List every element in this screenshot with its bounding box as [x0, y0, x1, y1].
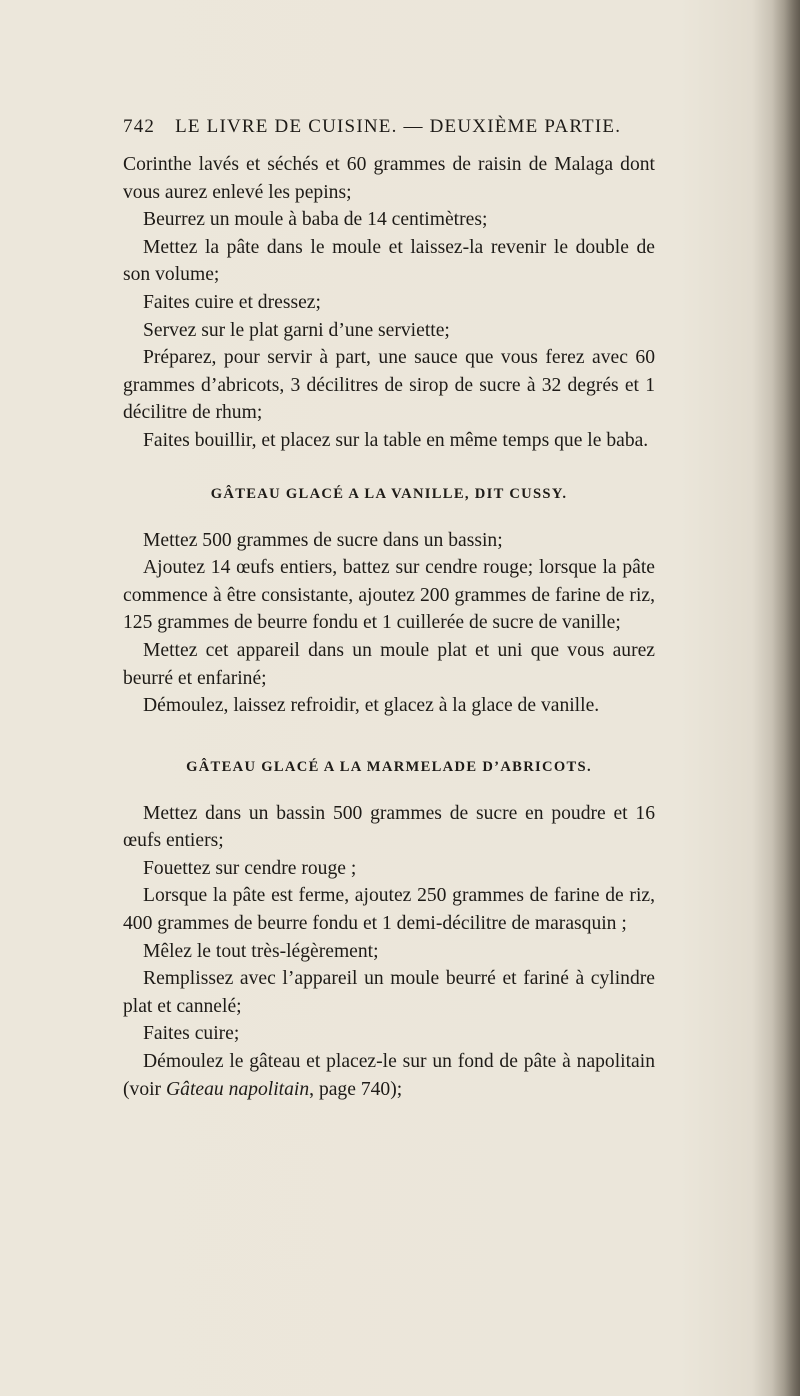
- body-text: [123, 151, 655, 1103]
- paragraph: Mettez la pâte dans le moule et laissez-la revenir le double de son volume;: [123, 236, 655, 286]
- paragraph: Beurrez un moule à baba de 14 centimètres;: [143, 209, 488, 231]
- paragraph: Faites cuire;: [143, 1023, 240, 1045]
- section-heading-marmelade: GÂTEAU GLACÉ A LA MARMELADE D’ABRICOTS.: [186, 758, 592, 775]
- paragraph: Servez sur le plat garni d’une serviette;: [143, 319, 450, 341]
- paragraph: Mettez cet appareil dans un moule plat et uni que vous aurez beurré et enfariné;: [123, 639, 655, 689]
- paragraph-text: Démoulez le gâteau et placez-le sur un fond de pâte à napolitain (voir: [123, 1051, 655, 1100]
- paragraph: Faites bouillir, et placez sur la table en même temps que le baba.: [143, 429, 649, 451]
- section-heading-vanille: GÂTEAU GLACÉ A LA VANILLE, DIT CUSSY.: [210, 485, 568, 502]
- page-number: 742: [123, 116, 156, 137]
- paragraph: Mettez dans un bassin 500 grammes de sucre en poudre et 16 œufs entiers;: [123, 802, 655, 852]
- running-head: [123, 112, 655, 142]
- paragraph-text: , page 740);: [309, 1078, 403, 1100]
- paragraph: Préparez, pour servir à part, une sauce que vous ferez avec 60 grammes d’abricots, 3 décilitres de sirop de sucre à 32 degrés et 1 décilitre de rhum;: [123, 347, 655, 424]
- paragraph: Ajoutez 14 œufs entiers, battez sur cendre rouge; lorsque la pâte commence à être consistante, ajoutez 200 grammes de farine de riz, 125 grammes de beurre fondu et 1 cuillerée de sucre de vanille;: [123, 557, 655, 634]
- binding-shadow: [772, 0, 800, 1396]
- paragraph: Mettez 500 grammes de sucre dans un bassin;: [143, 529, 503, 551]
- paragraph: Lorsque la pâte est ferme, ajoutez 250 grammes de farine de riz, 400 grammes de beurre fondu et 1 demi-décilitre de marasquin ;: [123, 885, 655, 935]
- paragraph: Fouettez sur cendre rouge ;: [143, 857, 357, 879]
- paragraph: Mêlez le tout très-légèrement;: [143, 940, 379, 962]
- paragraph-with-reference: [123, 1048, 655, 1103]
- running-title: LE LIVRE DE CUISINE. — DEUXIÈME PARTIE.: [175, 116, 622, 137]
- paragraph: Démoulez, laissez refroidir, et glacez à la glace de vanille.: [143, 695, 600, 717]
- paragraph: Corinthe lavés et séchés et 60 grammes de raisin de Malaga dont vous aurez enlevé les pepins;: [123, 154, 655, 203]
- page-content: [123, 112, 655, 1103]
- cross-reference: Gâteau napolitain: [166, 1078, 310, 1100]
- paragraph: Faites cuire et dressez;: [143, 291, 321, 313]
- paragraph: Remplissez avec l’appareil un moule beurré et fariné à cylindre plat et cannelé;: [123, 968, 655, 1017]
